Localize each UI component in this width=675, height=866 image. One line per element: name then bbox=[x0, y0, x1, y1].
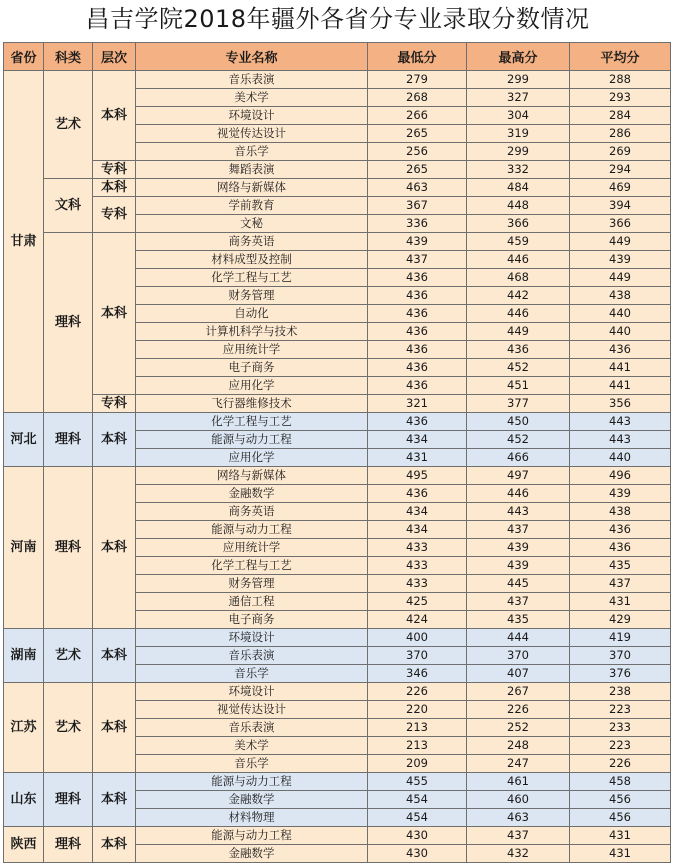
max-score-cell: 449 bbox=[467, 323, 570, 341]
min-score-cell: 434 bbox=[368, 431, 467, 449]
min-score-cell: 431 bbox=[368, 449, 467, 467]
max-score-cell: 446 bbox=[467, 251, 570, 269]
min-score-cell: 279 bbox=[368, 71, 467, 89]
min-score-cell: 454 bbox=[368, 791, 467, 809]
avg-score-cell: 431 bbox=[570, 827, 671, 845]
major-cell: 能源与动力工程 bbox=[136, 521, 368, 539]
min-score-cell: 433 bbox=[368, 539, 467, 557]
province-cell: 湖南 bbox=[4, 629, 44, 683]
avg-score-cell: 269 bbox=[570, 143, 671, 161]
min-score-cell: 266 bbox=[368, 107, 467, 125]
max-score-cell: 437 bbox=[467, 827, 570, 845]
level-cell: 专科 bbox=[93, 197, 136, 233]
min-score-cell: 400 bbox=[368, 629, 467, 647]
province-cell: 江苏 bbox=[4, 683, 44, 773]
min-score-cell: 436 bbox=[368, 305, 467, 323]
major-cell: 财务管理 bbox=[136, 575, 368, 593]
header-row bbox=[4, 43, 671, 71]
max-score-cell: 466 bbox=[467, 449, 570, 467]
major-cell: 应用统计学 bbox=[136, 539, 368, 557]
avg-score-cell: 435 bbox=[570, 557, 671, 575]
major-cell: 金融数学 bbox=[136, 485, 368, 503]
avg-score-cell: 226 bbox=[570, 755, 671, 773]
table-row bbox=[4, 629, 671, 647]
min-score-cell: 439 bbox=[368, 233, 467, 251]
min-score-cell: 436 bbox=[368, 377, 467, 395]
max-score-cell: 407 bbox=[467, 665, 570, 683]
avg-score-cell: 288 bbox=[570, 71, 671, 89]
avg-score-cell: 456 bbox=[570, 791, 671, 809]
major-cell: 音乐学 bbox=[136, 665, 368, 683]
max-score-cell: 252 bbox=[467, 719, 570, 737]
max-score-cell: 443 bbox=[467, 503, 570, 521]
major-cell: 舞蹈表演 bbox=[136, 161, 368, 179]
min-score-cell: 424 bbox=[368, 611, 467, 629]
major-cell: 化学工程与工艺 bbox=[136, 557, 368, 575]
major-cell: 应用统计学 bbox=[136, 341, 368, 359]
max-score-cell: 435 bbox=[467, 611, 570, 629]
major-cell: 能源与动力工程 bbox=[136, 773, 368, 791]
major-cell: 财务管理 bbox=[136, 287, 368, 305]
avg-score-cell: 436 bbox=[570, 521, 671, 539]
min-score-cell: 433 bbox=[368, 557, 467, 575]
major-cell: 商务英语 bbox=[136, 503, 368, 521]
major-cell: 文秘 bbox=[136, 215, 368, 233]
min-score-cell: 213 bbox=[368, 719, 467, 737]
avg-score-cell: 286 bbox=[570, 125, 671, 143]
min-score-cell: 436 bbox=[368, 287, 467, 305]
header-level: 层次 bbox=[93, 43, 136, 71]
header-max-score: 最高分 bbox=[467, 43, 570, 71]
max-score-cell: 432 bbox=[467, 845, 570, 863]
min-score-cell: 430 bbox=[368, 827, 467, 845]
province-cell: 陕西 bbox=[4, 827, 44, 863]
max-score-cell: 468 bbox=[467, 269, 570, 287]
category-cell: 艺术 bbox=[44, 71, 93, 179]
min-score-cell: 256 bbox=[368, 143, 467, 161]
min-score-cell: 455 bbox=[368, 773, 467, 791]
max-score-cell: 445 bbox=[467, 575, 570, 593]
max-score-cell: 299 bbox=[467, 143, 570, 161]
max-score-cell: 442 bbox=[467, 287, 570, 305]
major-cell: 美术学 bbox=[136, 737, 368, 755]
max-score-cell: 248 bbox=[467, 737, 570, 755]
major-cell: 材料成型及控制 bbox=[136, 251, 368, 269]
max-score-cell: 436 bbox=[467, 341, 570, 359]
avg-score-cell: 437 bbox=[570, 575, 671, 593]
category-cell: 理科 bbox=[44, 233, 93, 413]
category-cell: 理科 bbox=[44, 773, 93, 827]
avg-score-cell: 223 bbox=[570, 737, 671, 755]
avg-score-cell: 223 bbox=[570, 701, 671, 719]
major-cell: 音乐表演 bbox=[136, 71, 368, 89]
major-cell: 通信工程 bbox=[136, 593, 368, 611]
admission-score-table bbox=[3, 42, 671, 863]
max-score-cell: 299 bbox=[467, 71, 570, 89]
level-cell: 本科 bbox=[93, 629, 136, 683]
max-score-cell: 444 bbox=[467, 629, 570, 647]
min-score-cell: 336 bbox=[368, 215, 467, 233]
avg-score-cell: 436 bbox=[570, 539, 671, 557]
min-score-cell: 436 bbox=[368, 413, 467, 431]
avg-score-cell: 233 bbox=[570, 719, 671, 737]
header-major: 专业名称 bbox=[136, 43, 368, 71]
max-score-cell: 437 bbox=[467, 521, 570, 539]
min-score-cell: 463 bbox=[368, 179, 467, 197]
min-score-cell: 434 bbox=[368, 503, 467, 521]
category-cell: 文科 bbox=[44, 179, 93, 233]
min-score-cell: 268 bbox=[368, 89, 467, 107]
min-score-cell: 346 bbox=[368, 665, 467, 683]
major-cell: 能源与动力工程 bbox=[136, 827, 368, 845]
major-cell: 计算机科学与技术 bbox=[136, 323, 368, 341]
major-cell: 材料物理 bbox=[136, 809, 368, 827]
avg-score-cell: 496 bbox=[570, 467, 671, 485]
header-category: 科类 bbox=[44, 43, 93, 71]
major-cell: 金融数学 bbox=[136, 791, 368, 809]
major-cell: 音乐学 bbox=[136, 143, 368, 161]
avg-score-cell: 456 bbox=[570, 809, 671, 827]
province-cell: 河北 bbox=[4, 413, 44, 467]
table-row bbox=[4, 395, 671, 413]
major-cell: 网络与新媒体 bbox=[136, 179, 368, 197]
max-score-cell: 448 bbox=[467, 197, 570, 215]
table-row bbox=[4, 233, 671, 251]
major-cell: 网络与新媒体 bbox=[136, 467, 368, 485]
max-score-cell: 247 bbox=[467, 755, 570, 773]
avg-score-cell: 394 bbox=[570, 197, 671, 215]
max-score-cell: 327 bbox=[467, 89, 570, 107]
avg-score-cell: 431 bbox=[570, 845, 671, 863]
major-cell: 视觉传达设计 bbox=[136, 701, 368, 719]
level-cell: 本科 bbox=[93, 71, 136, 161]
major-cell: 音乐学 bbox=[136, 755, 368, 773]
table-row bbox=[4, 161, 671, 179]
avg-score-cell: 449 bbox=[570, 233, 671, 251]
category-cell: 理科 bbox=[44, 467, 93, 629]
table-row bbox=[4, 827, 671, 845]
avg-score-cell: 438 bbox=[570, 503, 671, 521]
max-score-cell: 304 bbox=[467, 107, 570, 125]
max-score-cell: 452 bbox=[467, 359, 570, 377]
min-score-cell: 321 bbox=[368, 395, 467, 413]
table-body bbox=[4, 71, 671, 863]
avg-score-cell: 469 bbox=[570, 179, 671, 197]
major-cell: 音乐表演 bbox=[136, 647, 368, 665]
max-score-cell: 366 bbox=[467, 215, 570, 233]
avg-score-cell: 238 bbox=[570, 683, 671, 701]
major-cell: 学前教育 bbox=[136, 197, 368, 215]
major-cell: 视觉传达设计 bbox=[136, 125, 368, 143]
avg-score-cell: 458 bbox=[570, 773, 671, 791]
major-cell: 美术学 bbox=[136, 89, 368, 107]
min-score-cell: 436 bbox=[368, 359, 467, 377]
min-score-cell: 454 bbox=[368, 809, 467, 827]
major-cell: 音乐表演 bbox=[136, 719, 368, 737]
max-score-cell: 267 bbox=[467, 683, 570, 701]
major-cell: 环境设计 bbox=[136, 629, 368, 647]
max-score-cell: 459 bbox=[467, 233, 570, 251]
major-cell: 应用化学 bbox=[136, 449, 368, 467]
header-min-score: 最低分 bbox=[368, 43, 467, 71]
avg-score-cell: 419 bbox=[570, 629, 671, 647]
avg-score-cell: 440 bbox=[570, 305, 671, 323]
avg-score-cell: 440 bbox=[570, 323, 671, 341]
major-cell: 飞行器维修技术 bbox=[136, 395, 368, 413]
max-score-cell: 461 bbox=[467, 773, 570, 791]
level-cell: 本科 bbox=[93, 683, 136, 773]
min-score-cell: 370 bbox=[368, 647, 467, 665]
table-row bbox=[4, 413, 671, 431]
major-cell: 化学工程与工艺 bbox=[136, 413, 368, 431]
avg-score-cell: 439 bbox=[570, 251, 671, 269]
province-cell: 山东 bbox=[4, 773, 44, 827]
level-cell: 本科 bbox=[93, 827, 136, 863]
max-score-cell: 332 bbox=[467, 161, 570, 179]
table-row bbox=[4, 683, 671, 701]
table-row bbox=[4, 467, 671, 485]
category-cell: 艺术 bbox=[44, 683, 93, 773]
min-score-cell: 425 bbox=[368, 593, 467, 611]
level-cell: 本科 bbox=[93, 773, 136, 827]
major-cell: 环境设计 bbox=[136, 683, 368, 701]
max-score-cell: 377 bbox=[467, 395, 570, 413]
min-score-cell: 437 bbox=[368, 251, 467, 269]
avg-score-cell: 431 bbox=[570, 593, 671, 611]
major-cell: 金融数学 bbox=[136, 845, 368, 863]
avg-score-cell: 438 bbox=[570, 287, 671, 305]
max-score-cell: 451 bbox=[467, 377, 570, 395]
major-cell: 应用化学 bbox=[136, 377, 368, 395]
min-score-cell: 436 bbox=[368, 269, 467, 287]
avg-score-cell: 441 bbox=[570, 377, 671, 395]
max-score-cell: 497 bbox=[467, 467, 570, 485]
max-score-cell: 437 bbox=[467, 593, 570, 611]
max-score-cell: 450 bbox=[467, 413, 570, 431]
major-cell: 电子商务 bbox=[136, 611, 368, 629]
level-cell: 本科 bbox=[93, 467, 136, 629]
major-cell: 电子商务 bbox=[136, 359, 368, 377]
level-cell: 专科 bbox=[93, 161, 136, 179]
avg-score-cell: 284 bbox=[570, 107, 671, 125]
level-cell: 本科 bbox=[93, 179, 136, 197]
min-score-cell: 265 bbox=[368, 125, 467, 143]
level-cell: 本科 bbox=[93, 413, 136, 467]
min-score-cell: 433 bbox=[368, 575, 467, 593]
max-score-cell: 439 bbox=[467, 557, 570, 575]
category-cell: 理科 bbox=[44, 413, 93, 467]
avg-score-cell: 370 bbox=[570, 647, 671, 665]
province-cell: 河南 bbox=[4, 467, 44, 629]
max-score-cell: 452 bbox=[467, 431, 570, 449]
avg-score-cell: 436 bbox=[570, 341, 671, 359]
header-province: 省份 bbox=[4, 43, 44, 71]
avg-score-cell: 443 bbox=[570, 413, 671, 431]
avg-score-cell: 376 bbox=[570, 665, 671, 683]
major-cell: 能源与动力工程 bbox=[136, 431, 368, 449]
max-score-cell: 463 bbox=[467, 809, 570, 827]
province-cell: 甘肃 bbox=[4, 71, 44, 413]
min-score-cell: 367 bbox=[368, 197, 467, 215]
min-score-cell: 436 bbox=[368, 323, 467, 341]
category-cell: 理科 bbox=[44, 827, 93, 863]
level-cell: 专科 bbox=[93, 395, 136, 413]
category-cell: 艺术 bbox=[44, 629, 93, 683]
avg-score-cell: 366 bbox=[570, 215, 671, 233]
table-row bbox=[4, 71, 671, 89]
page-title: 昌吉学院2018年疆外各省分专业录取分数情况 bbox=[85, 5, 590, 33]
major-cell: 商务英语 bbox=[136, 233, 368, 251]
avg-score-cell: 439 bbox=[570, 485, 671, 503]
min-score-cell: 495 bbox=[368, 467, 467, 485]
min-score-cell: 265 bbox=[368, 161, 467, 179]
min-score-cell: 434 bbox=[368, 521, 467, 539]
level-cell: 本科 bbox=[93, 233, 136, 395]
avg-score-cell: 440 bbox=[570, 449, 671, 467]
table-row bbox=[4, 197, 671, 215]
header-avg-score: 平均分 bbox=[570, 43, 671, 71]
avg-score-cell: 294 bbox=[570, 161, 671, 179]
min-score-cell: 430 bbox=[368, 845, 467, 863]
max-score-cell: 446 bbox=[467, 305, 570, 323]
max-score-cell: 370 bbox=[467, 647, 570, 665]
min-score-cell: 213 bbox=[368, 737, 467, 755]
min-score-cell: 436 bbox=[368, 341, 467, 359]
major-cell: 化学工程与工艺 bbox=[136, 269, 368, 287]
avg-score-cell: 356 bbox=[570, 395, 671, 413]
max-score-cell: 484 bbox=[467, 179, 570, 197]
min-score-cell: 436 bbox=[368, 485, 467, 503]
major-cell: 自动化 bbox=[136, 305, 368, 323]
max-score-cell: 446 bbox=[467, 485, 570, 503]
table-row bbox=[4, 773, 671, 791]
max-score-cell: 319 bbox=[467, 125, 570, 143]
min-score-cell: 209 bbox=[368, 755, 467, 773]
avg-score-cell: 443 bbox=[570, 431, 671, 449]
avg-score-cell: 293 bbox=[570, 89, 671, 107]
avg-score-cell: 429 bbox=[570, 611, 671, 629]
table-row bbox=[4, 179, 671, 197]
avg-score-cell: 441 bbox=[570, 359, 671, 377]
avg-score-cell: 449 bbox=[570, 269, 671, 287]
max-score-cell: 226 bbox=[467, 701, 570, 719]
max-score-cell: 439 bbox=[467, 539, 570, 557]
min-score-cell: 226 bbox=[368, 683, 467, 701]
min-score-cell: 220 bbox=[368, 701, 467, 719]
max-score-cell: 460 bbox=[467, 791, 570, 809]
major-cell: 环境设计 bbox=[136, 107, 368, 125]
